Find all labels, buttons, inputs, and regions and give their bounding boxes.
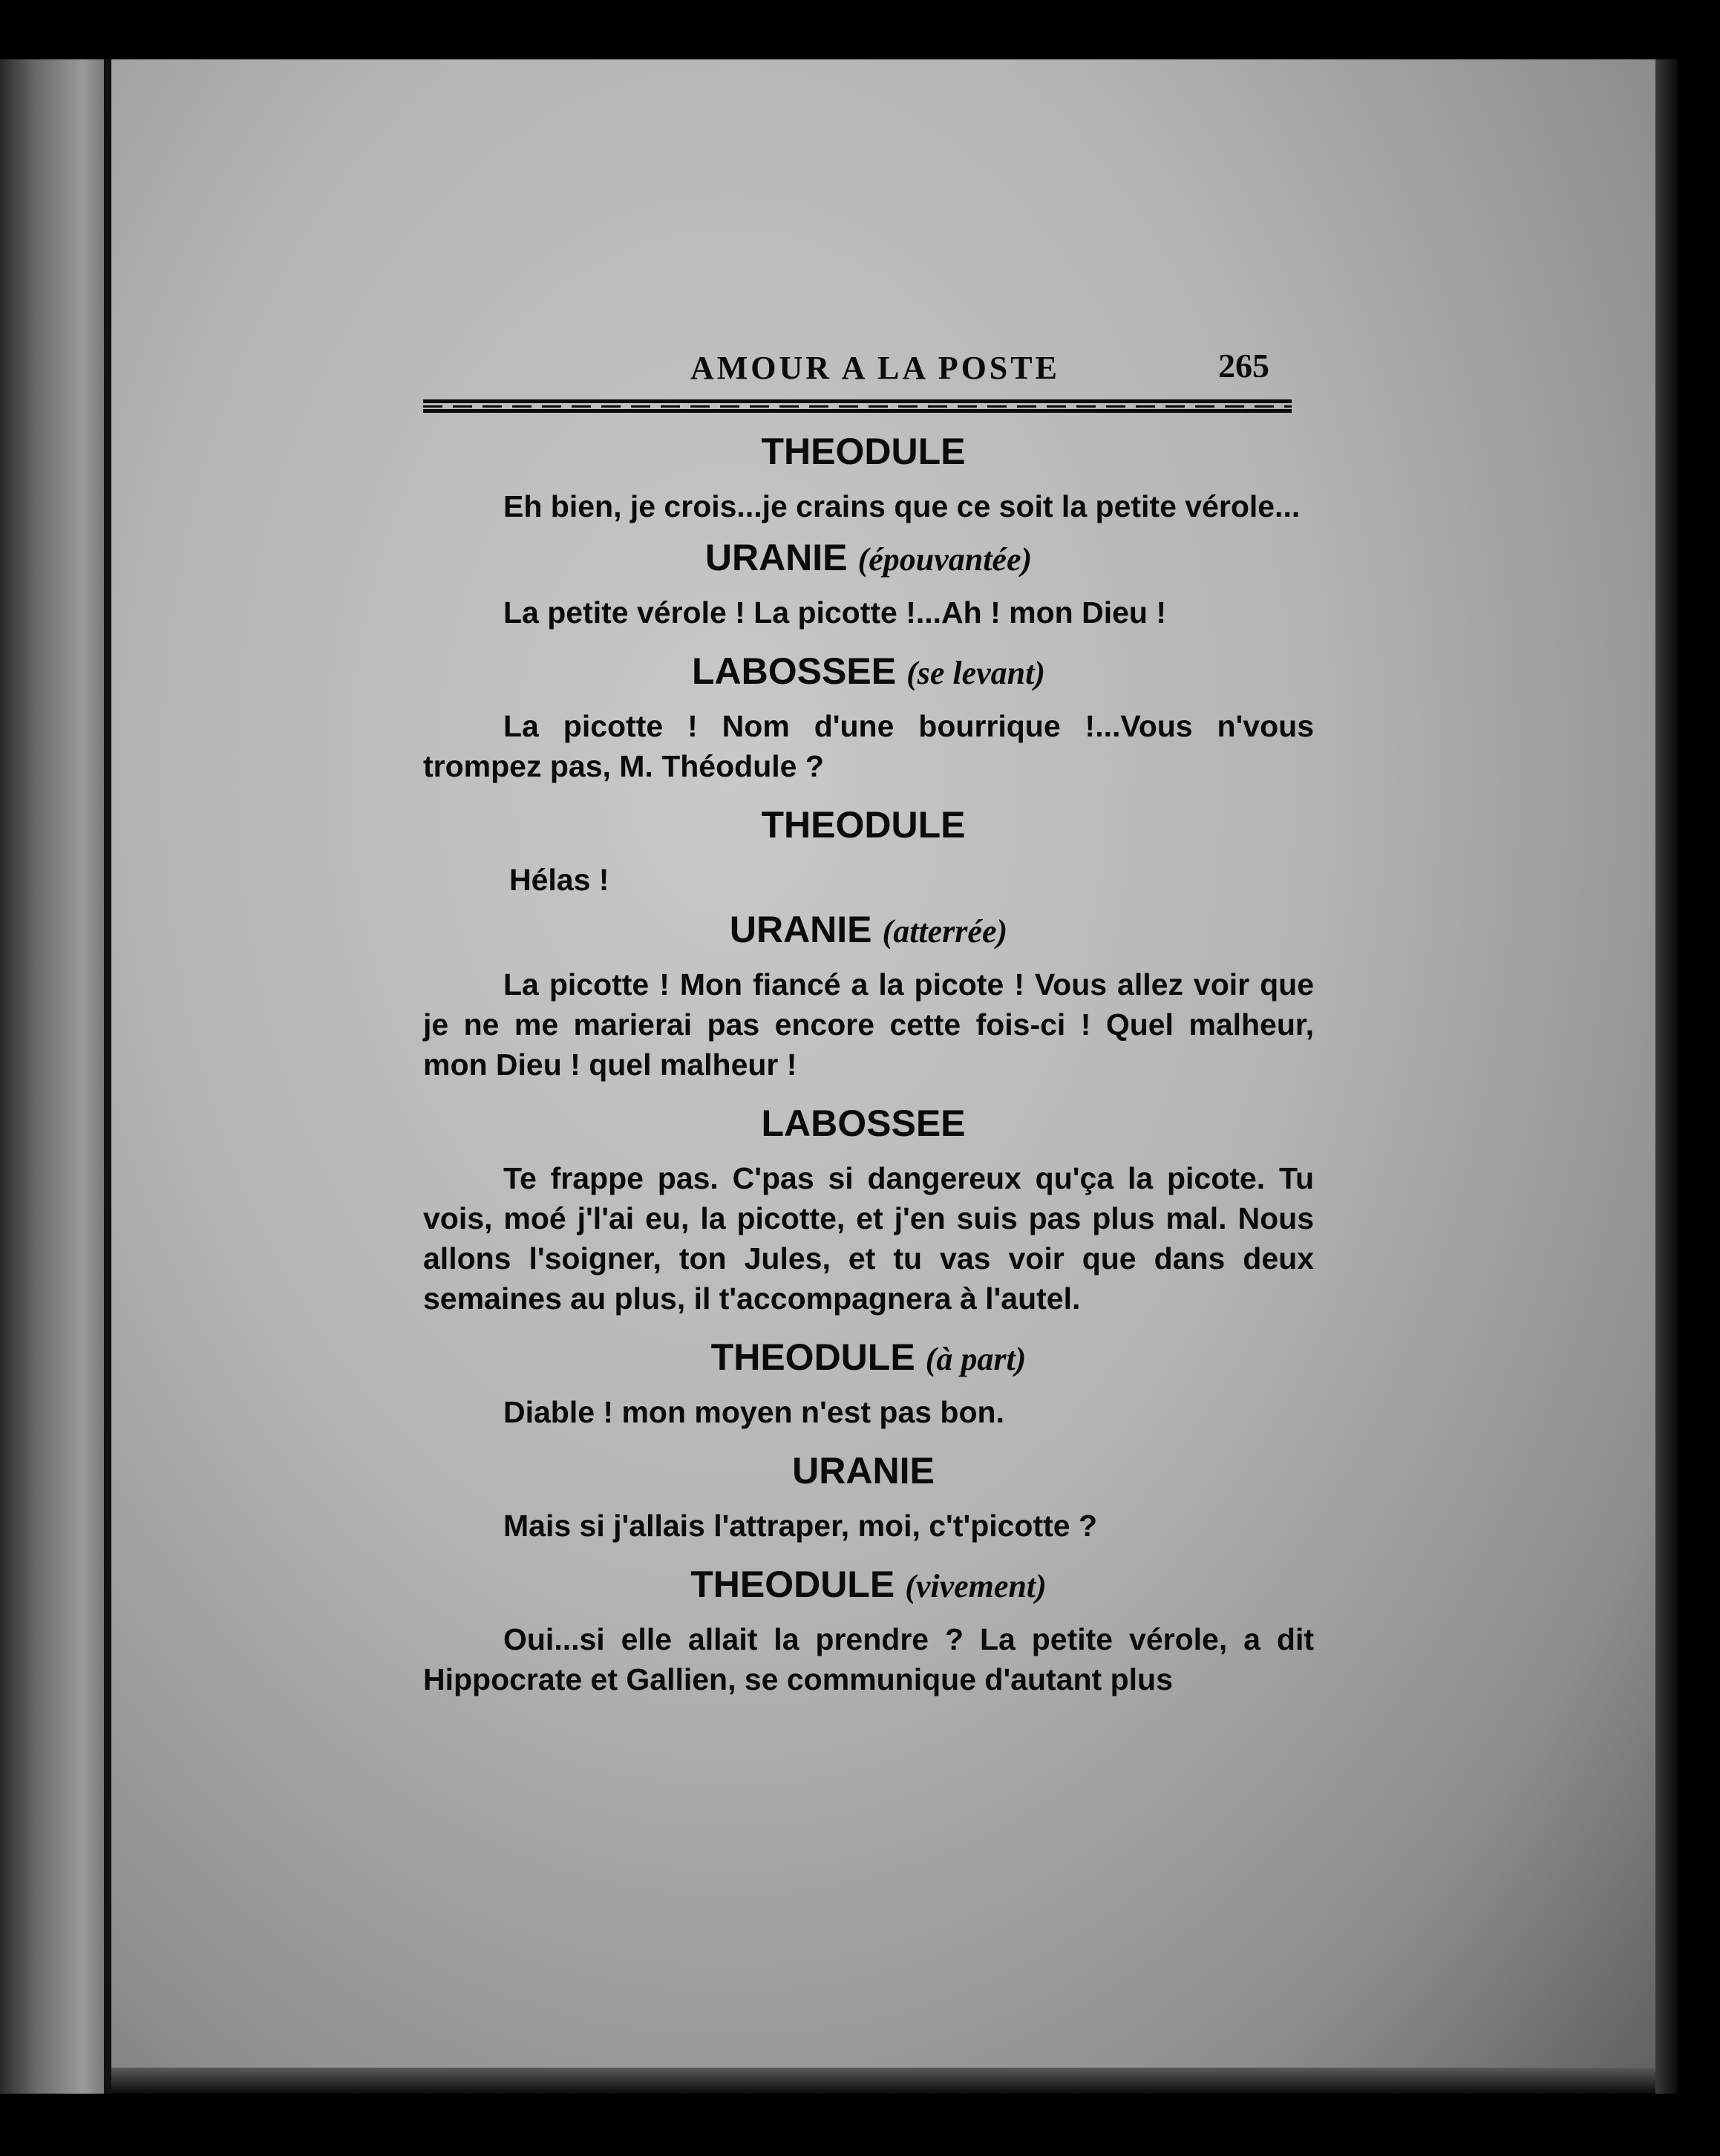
dialogue-text: Hélas ! xyxy=(509,863,609,897)
dialogue-text: Te frappe pas. C'pas si dangereux qu'ça la picote. Tu vois, moé j'l'ai eu, la picotte, et j'en suis pas plus mal. Nous allons l'soigner, ton Jules, et tu vas voir que dans deux semaines au plus, il t'accompagnera à l'autel. xyxy=(423,1161,1314,1316)
page-number: 265 xyxy=(1218,347,1269,385)
stage-direction: (se levant) xyxy=(906,655,1045,691)
speaker-name xyxy=(423,1101,1314,1148)
speaker-label: URANIE xyxy=(729,909,872,950)
dialogue-text: La picotte ! Mon fiancé a la picote ! Vous allez voir que je ne me marierai pas encore cette fois-ci ! Quel malheur, mon Dieu ! quel malheur ! xyxy=(423,967,1314,1082)
page-bottom-edge xyxy=(111,2068,1655,2094)
stage-direction: (à part) xyxy=(925,1341,1027,1377)
stage-direction: (vivement) xyxy=(905,1568,1047,1604)
page-content xyxy=(423,349,1314,1699)
dialogue-text: Mais si j'allais l'attraper, moi, c't'picotte ? xyxy=(503,1509,1098,1543)
speech-block xyxy=(423,907,1314,1085)
speaker-label: URANIE xyxy=(792,1450,935,1492)
speech-block xyxy=(423,429,1314,526)
dialogue-text: La picotte ! Nom d'une bourrique !...Vous n'vous trompez pas, M. Théodule ? xyxy=(423,709,1314,783)
speaker-label: LABOSSEE xyxy=(692,650,897,692)
stage-direction: (atterrée) xyxy=(882,913,1008,950)
book-gutter xyxy=(104,59,111,2094)
speech-block xyxy=(423,803,1314,900)
dialogue-text: Diable ! mon moyen n'est pas bon. xyxy=(503,1395,1004,1429)
facing-page-edge xyxy=(0,59,104,2094)
speaker-label: THEODULE xyxy=(690,1564,895,1605)
speech-block xyxy=(423,649,1314,786)
speaker-name xyxy=(423,1335,1314,1382)
speaker-name xyxy=(423,429,1314,476)
speech-block xyxy=(423,1448,1314,1546)
speaker-label: THEODULE xyxy=(761,431,966,472)
dialogue-text: La petite vérole ! La picotte !...Ah ! mon Dieu ! xyxy=(503,595,1166,630)
speech-block xyxy=(423,535,1314,633)
speech-block xyxy=(423,1101,1314,1319)
speaker-label: URANIE xyxy=(704,537,848,578)
page-right-edge xyxy=(1655,59,1678,2094)
speech-block xyxy=(423,1562,1314,1699)
dialogue-text: Eh bien, je crois...je crains que ce soit la petite vérole... xyxy=(503,489,1301,523)
speaker-name xyxy=(423,1448,1314,1495)
speaker-label: LABOSSEE xyxy=(761,1102,966,1144)
dialogue-text: Oui...si elle allait la prendre ? La petite vérole, a dit Hippocrate et Gallien, se communique d'autant plus xyxy=(423,1622,1314,1696)
stage-direction: (épouvantée) xyxy=(857,541,1033,578)
running-head xyxy=(423,349,1314,393)
speaker-name xyxy=(423,1562,1314,1609)
speaker-name xyxy=(423,535,1314,582)
speech-block xyxy=(423,1335,1314,1432)
header-rule xyxy=(423,399,1292,413)
running-title: AMOUR A LA POSTE xyxy=(690,350,1060,386)
speaker-label: THEODULE xyxy=(710,1336,915,1378)
speaker-name xyxy=(423,907,1314,954)
speaker-name xyxy=(423,803,1314,849)
speaker-label: THEODULE xyxy=(761,804,966,846)
speaker-name xyxy=(423,649,1314,696)
